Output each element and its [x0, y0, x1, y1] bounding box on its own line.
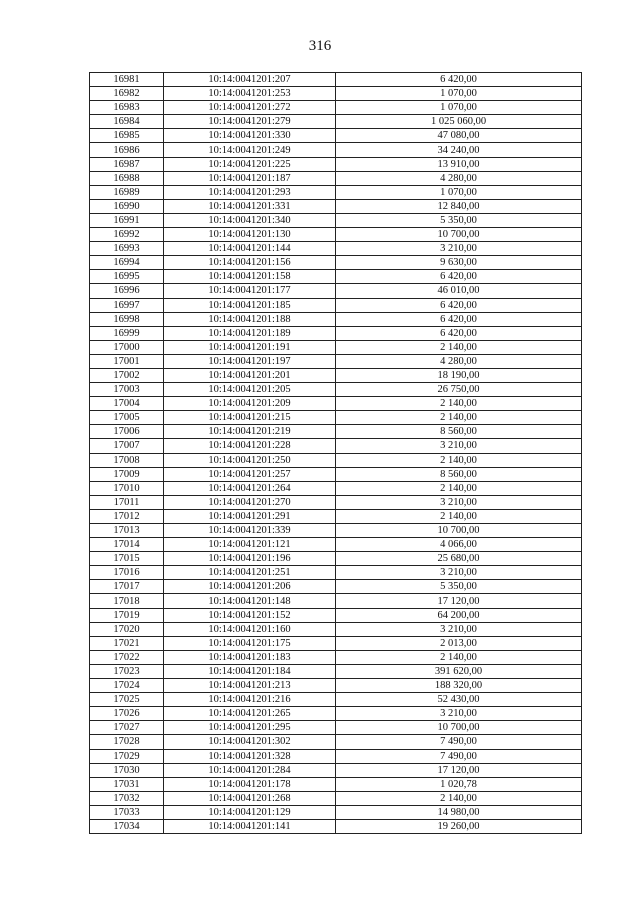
cadastral-number-cell: 10:14:0041201:228: [164, 439, 336, 453]
amount-cell: 3 210,00: [336, 622, 582, 636]
cadastral-number-cell: 10:14:0041201:129: [164, 805, 336, 819]
table-row: [90, 270, 582, 284]
amount-cell: 1 070,00: [336, 87, 582, 101]
table-row: [90, 354, 582, 368]
table-row: [90, 340, 582, 354]
table-row: [90, 791, 582, 805]
table-row: [90, 228, 582, 242]
amount-cell: 1 070,00: [336, 101, 582, 115]
table-row: [90, 509, 582, 523]
row-number-cell: 16985: [90, 129, 164, 143]
table-row: [90, 397, 582, 411]
table-row: [90, 383, 582, 397]
amount-cell: 6 420,00: [336, 326, 582, 340]
table-body: [90, 73, 582, 834]
table-row: [90, 481, 582, 495]
table-row: [90, 622, 582, 636]
amount-cell: 9 630,00: [336, 256, 582, 270]
cadastral-number-cell: 10:14:0041201:249: [164, 143, 336, 157]
row-number-cell: 17026: [90, 707, 164, 721]
amount-cell: 6 420,00: [336, 270, 582, 284]
row-number-cell: 17006: [90, 425, 164, 439]
cadastral-number-cell: 10:14:0041201:205: [164, 383, 336, 397]
amount-cell: 2 140,00: [336, 397, 582, 411]
cadastral-number-cell: 10:14:0041201:272: [164, 101, 336, 115]
cadastral-number-cell: 10:14:0041201:264: [164, 481, 336, 495]
amount-cell: 5 350,00: [336, 580, 582, 594]
amount-cell: 2 140,00: [336, 481, 582, 495]
amount-cell: 7 490,00: [336, 749, 582, 763]
cadastral-number-cell: 10:14:0041201:206: [164, 580, 336, 594]
cadastral-number-cell: 10:14:0041201:330: [164, 129, 336, 143]
row-number-cell: 17007: [90, 439, 164, 453]
amount-cell: 52 430,00: [336, 693, 582, 707]
row-number-cell: 16991: [90, 213, 164, 227]
cadastral-number-cell: 10:14:0041201:295: [164, 721, 336, 735]
table-row: [90, 707, 582, 721]
cadastral-number-cell: 10:14:0041201:279: [164, 115, 336, 129]
row-number-cell: 16993: [90, 242, 164, 256]
row-number-cell: 16981: [90, 73, 164, 87]
cadastral-number-cell: 10:14:0041201:302: [164, 735, 336, 749]
row-number-cell: 17018: [90, 594, 164, 608]
amount-cell: 6 420,00: [336, 298, 582, 312]
row-number-cell: 17000: [90, 340, 164, 354]
amount-cell: 2 140,00: [336, 509, 582, 523]
cadastral-number-cell: 10:14:0041201:184: [164, 664, 336, 678]
table-row: [90, 87, 582, 101]
amount-cell: 3 210,00: [336, 242, 582, 256]
row-number-cell: 16982: [90, 87, 164, 101]
cadastral-number-cell: 10:14:0041201:216: [164, 693, 336, 707]
row-number-cell: 17017: [90, 580, 164, 594]
table-row: [90, 693, 582, 707]
cadastral-number-cell: 10:14:0041201:160: [164, 622, 336, 636]
row-number-cell: 17020: [90, 622, 164, 636]
row-number-cell: 17010: [90, 481, 164, 495]
amount-cell: 5 350,00: [336, 213, 582, 227]
table-row: [90, 425, 582, 439]
row-number-cell: 17002: [90, 368, 164, 382]
cadastral-number-cell: 10:14:0041201:197: [164, 354, 336, 368]
cadastral-number-cell: 10:14:0041201:148: [164, 594, 336, 608]
row-number-cell: 17028: [90, 735, 164, 749]
table-row: [90, 608, 582, 622]
row-number-cell: 17027: [90, 721, 164, 735]
cadastral-number-cell: 10:14:0041201:183: [164, 650, 336, 664]
amount-cell: 46 010,00: [336, 284, 582, 298]
table-row: [90, 805, 582, 819]
row-number-cell: 17009: [90, 467, 164, 481]
table-row: [90, 594, 582, 608]
amount-cell: 4 280,00: [336, 171, 582, 185]
cadastral-number-cell: 10:14:0041201:152: [164, 608, 336, 622]
cadastral-number-cell: 10:14:0041201:121: [164, 538, 336, 552]
amount-cell: 64 200,00: [336, 608, 582, 622]
amount-cell: 1 020,78: [336, 777, 582, 791]
table-row: [90, 284, 582, 298]
amount-cell: 12 840,00: [336, 199, 582, 213]
table-row: [90, 524, 582, 538]
page-number: 316: [308, 38, 332, 54]
table-row: [90, 735, 582, 749]
table-row: [90, 467, 582, 481]
row-number-cell: 16998: [90, 312, 164, 326]
amount-cell: 391 620,00: [336, 664, 582, 678]
table-row: [90, 538, 582, 552]
amount-cell: 3 210,00: [336, 707, 582, 721]
cadastral-number-cell: 10:14:0041201:158: [164, 270, 336, 284]
row-number-cell: 17024: [90, 679, 164, 693]
row-number-cell: 17008: [90, 453, 164, 467]
cadastral-number-cell: 10:14:0041201:191: [164, 340, 336, 354]
row-number-cell: 17013: [90, 524, 164, 538]
table-row: [90, 171, 582, 185]
cadastral-number-cell: 10:14:0041201:219: [164, 425, 336, 439]
cadastral-number-cell: 10:14:0041201:177: [164, 284, 336, 298]
row-number-cell: 17021: [90, 636, 164, 650]
cadastral-number-cell: 10:14:0041201:331: [164, 199, 336, 213]
amount-cell: 188 320,00: [336, 679, 582, 693]
amount-cell: 3 210,00: [336, 439, 582, 453]
table-row: [90, 73, 582, 87]
table-row: [90, 298, 582, 312]
row-number-cell: 16995: [90, 270, 164, 284]
cadastral-number-cell: 10:14:0041201:187: [164, 171, 336, 185]
cadastral-number-cell: 10:14:0041201:215: [164, 411, 336, 425]
amount-cell: 10 700,00: [336, 228, 582, 242]
cadastral-number-cell: 10:14:0041201:207: [164, 73, 336, 87]
row-number-cell: 16992: [90, 228, 164, 242]
row-number-cell: 16996: [90, 284, 164, 298]
row-number-cell: 16987: [90, 157, 164, 171]
row-number-cell: 17033: [90, 805, 164, 819]
amount-cell: 26 750,00: [336, 383, 582, 397]
amount-cell: 17 120,00: [336, 594, 582, 608]
amount-cell: 10 700,00: [336, 721, 582, 735]
cadastral-number-cell: 10:14:0041201:201: [164, 368, 336, 382]
amount-cell: 3 210,00: [336, 566, 582, 580]
table-row: [90, 101, 582, 115]
cadastral-number-cell: 10:14:0041201:196: [164, 552, 336, 566]
row-number-cell: 17030: [90, 763, 164, 777]
amount-cell: 4 066,00: [336, 538, 582, 552]
amount-cell: 18 190,00: [336, 368, 582, 382]
row-number-cell: 17012: [90, 509, 164, 523]
row-number-cell: 16997: [90, 298, 164, 312]
cadastral-number-cell: 10:14:0041201:253: [164, 87, 336, 101]
amount-cell: 2 140,00: [336, 340, 582, 354]
table-row: [90, 777, 582, 791]
table-row: [90, 213, 582, 227]
table-row: [90, 580, 582, 594]
row-number-cell: 17025: [90, 693, 164, 707]
cadastral-number-cell: 10:14:0041201:284: [164, 763, 336, 777]
amount-cell: 10 700,00: [336, 524, 582, 538]
cadastral-number-cell: 10:14:0041201:225: [164, 157, 336, 171]
row-number-cell: 17023: [90, 664, 164, 678]
table-row: [90, 819, 582, 833]
cadastral-number-cell: 10:14:0041201:257: [164, 467, 336, 481]
table-row: [90, 650, 582, 664]
row-number-cell: 16988: [90, 171, 164, 185]
table-row: [90, 242, 582, 256]
row-number-cell: 17019: [90, 608, 164, 622]
amount-cell: 6 420,00: [336, 312, 582, 326]
cadastral-number-cell: 10:14:0041201:293: [164, 185, 336, 199]
table-row: [90, 636, 582, 650]
cadastral-number-cell: 10:14:0041201:328: [164, 749, 336, 763]
row-number-cell: 17022: [90, 650, 164, 664]
amount-cell: 19 260,00: [336, 819, 582, 833]
amount-cell: 8 560,00: [336, 467, 582, 481]
row-number-cell: 17032: [90, 791, 164, 805]
table-row: [90, 721, 582, 735]
table-row: [90, 552, 582, 566]
amount-cell: 3 210,00: [336, 495, 582, 509]
amount-cell: 2 140,00: [336, 791, 582, 805]
amount-cell: 13 910,00: [336, 157, 582, 171]
table-row: [90, 115, 582, 129]
row-number-cell: 17031: [90, 777, 164, 791]
row-number-cell: 16984: [90, 115, 164, 129]
amount-cell: 2 013,00: [336, 636, 582, 650]
cadastral-number-cell: 10:14:0041201:270: [164, 495, 336, 509]
cadastral-number-cell: 10:14:0041201:213: [164, 679, 336, 693]
table-row: [90, 368, 582, 382]
table-row: [90, 664, 582, 678]
cadastral-number-cell: 10:14:0041201:251: [164, 566, 336, 580]
row-number-cell: 17004: [90, 397, 164, 411]
amount-cell: 8 560,00: [336, 425, 582, 439]
amount-cell: 2 140,00: [336, 650, 582, 664]
cadastral-number-cell: 10:14:0041201:265: [164, 707, 336, 721]
row-number-cell: 17015: [90, 552, 164, 566]
table-row: [90, 411, 582, 425]
row-number-cell: 17001: [90, 354, 164, 368]
table-row: [90, 143, 582, 157]
cadastral-number-cell: 10:14:0041201:188: [164, 312, 336, 326]
table-row: [90, 157, 582, 171]
amount-cell: 25 680,00: [336, 552, 582, 566]
table-row: [90, 453, 582, 467]
cadastral-number-cell: 10:14:0041201:156: [164, 256, 336, 270]
row-number-cell: 16999: [90, 326, 164, 340]
table-row: [90, 495, 582, 509]
table-row: [90, 129, 582, 143]
row-number-cell: 17003: [90, 383, 164, 397]
row-number-cell: 17014: [90, 538, 164, 552]
row-number-cell: 17016: [90, 566, 164, 580]
table-row: [90, 439, 582, 453]
table-row: [90, 763, 582, 777]
amount-cell: 4 280,00: [336, 354, 582, 368]
row-number-cell: 16994: [90, 256, 164, 270]
table-row: [90, 312, 582, 326]
cadastral-number-cell: 10:14:0041201:178: [164, 777, 336, 791]
amount-cell: 34 240,00: [336, 143, 582, 157]
cadastral-number-cell: 10:14:0041201:175: [164, 636, 336, 650]
cadastral-number-cell: 10:14:0041201:340: [164, 213, 336, 227]
row-number-cell: 17011: [90, 495, 164, 509]
row-number-cell: 16986: [90, 143, 164, 157]
table-row: [90, 749, 582, 763]
amount-cell: 17 120,00: [336, 763, 582, 777]
row-number-cell: 17034: [90, 819, 164, 833]
cadastral-number-cell: 10:14:0041201:291: [164, 509, 336, 523]
amount-cell: 2 140,00: [336, 453, 582, 467]
amount-cell: 1 025 060,00: [336, 115, 582, 129]
data-table: [89, 72, 582, 834]
amount-cell: 14 980,00: [336, 805, 582, 819]
amount-cell: 47 080,00: [336, 129, 582, 143]
cadastral-number-cell: 10:14:0041201:250: [164, 453, 336, 467]
cadastral-number-cell: 10:14:0041201:189: [164, 326, 336, 340]
row-number-cell: 16990: [90, 199, 164, 213]
row-number-cell: 17029: [90, 749, 164, 763]
cadastral-number-cell: 10:14:0041201:144: [164, 242, 336, 256]
table-row: [90, 199, 582, 213]
cadastral-number-cell: 10:14:0041201:209: [164, 397, 336, 411]
cadastral-number-cell: 10:14:0041201:130: [164, 228, 336, 242]
cadastral-number-cell: 10:14:0041201:185: [164, 298, 336, 312]
row-number-cell: 16983: [90, 101, 164, 115]
table-row: [90, 256, 582, 270]
table-row: [90, 326, 582, 340]
amount-cell: 6 420,00: [336, 73, 582, 87]
cadastral-number-cell: 10:14:0041201:339: [164, 524, 336, 538]
amount-cell: 1 070,00: [336, 185, 582, 199]
table-row: [90, 185, 582, 199]
cadastral-number-cell: 10:14:0041201:268: [164, 791, 336, 805]
amount-cell: 2 140,00: [336, 411, 582, 425]
row-number-cell: 16989: [90, 185, 164, 199]
amount-cell: 7 490,00: [336, 735, 582, 749]
table-row: [90, 679, 582, 693]
row-number-cell: 17005: [90, 411, 164, 425]
cadastral-number-cell: 10:14:0041201:141: [164, 819, 336, 833]
table-row: [90, 566, 582, 580]
